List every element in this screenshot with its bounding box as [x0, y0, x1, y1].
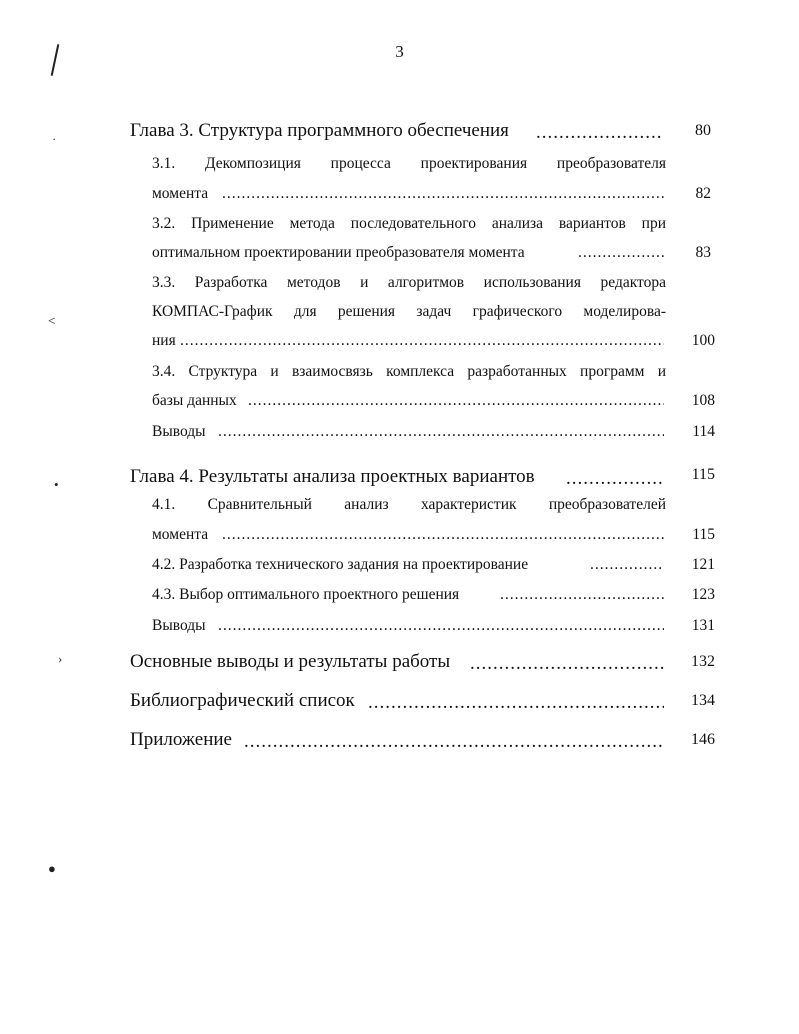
leader-dots [218, 423, 664, 445]
leader-dots [566, 468, 662, 490]
toc-entry-3-4-line1[interactable]: 3.4. Структура и взаимосвязь комплекса разработанных программ и [152, 363, 666, 380]
toc-entry-title: Выводы [152, 423, 206, 440]
toc-entry-3-3-line2[interactable]: КОМПАС-График для решения задач графического моделирова- [152, 303, 666, 320]
toc-entry-3-2-line1[interactable]: 3.2. Применение метода последовательного анализа вариантов при [152, 215, 666, 232]
toc-entry-title: 4.3. Выбор оптимального проектного решения [152, 586, 460, 603]
toc-entry-title: Глава 4. Результаты анализа проектных вариантов [130, 466, 535, 487]
toc-entry-title: момента [152, 526, 209, 543]
toc-entry-title: Основные выводы и результаты работы [130, 651, 451, 672]
leader-dots [536, 122, 662, 144]
toc-entry-3-1-line1[interactable]: 3.1. Декомпозиция процесса проектирования преобразователя [152, 155, 666, 172]
leader-dots [222, 526, 664, 548]
toc-entry-title: 4.2. Разработка технического задания на проектирование [152, 556, 529, 573]
leader-dots [180, 332, 664, 354]
toc-entry-title: базы данных [152, 392, 237, 409]
margin-dot: • [54, 477, 59, 492]
toc-entry-title: ния [152, 332, 176, 349]
toc-page-number: 123 [691, 586, 715, 603]
toc-page-number: 82 [695, 185, 711, 202]
page-number: 3 [395, 42, 404, 61]
leader-dots [500, 586, 664, 608]
margin-dot: › [58, 651, 63, 666]
leader-dots [578, 244, 664, 266]
toc-entry-title: оптимальном проектировании преобразователя момента [152, 244, 525, 261]
toc-page-number: 121 [691, 556, 715, 573]
toc-page-number: 146 [691, 731, 715, 748]
toc-entry-title: Выводы [152, 617, 206, 634]
leader-dots [248, 392, 664, 414]
toc-page-number: 83 [695, 244, 711, 261]
toc-page-number: 100 [691, 332, 715, 349]
leader-dots [244, 731, 664, 753]
toc-page-number: 80 [695, 122, 711, 139]
toc-page-number: 134 [691, 692, 715, 709]
toc-entry-title: Глава 3. Структура программного обеспечения [130, 120, 509, 141]
leader-dots [222, 185, 664, 207]
toc-entry-title: Библиографический список [130, 690, 355, 711]
margin-dot: ˙ [52, 135, 57, 150]
toc-page-number: 131 [691, 617, 715, 634]
toc-entry-title: момента [152, 185, 209, 202]
toc-page-number: 132 [691, 653, 715, 670]
leader-dots [590, 556, 664, 578]
toc-page-number: 114 [692, 423, 715, 440]
leader-dots [470, 653, 664, 675]
toc-entry-3-3-line1[interactable]: 3.3. Разработка методов и алгоритмов использования редактора [152, 274, 666, 291]
margin-dot: ● [48, 861, 56, 876]
leader-dots [368, 692, 664, 714]
leader-dots [218, 617, 664, 639]
toc-entry-4-1-line1[interactable]: 4.1. Сравнительный анализ характеристик преобразователей [152, 496, 666, 513]
toc-entry-title: Приложение [130, 729, 232, 750]
toc-page-number: 115 [692, 526, 715, 543]
margin-dot: ˂ [48, 313, 56, 328]
toc-page-number: 115 [691, 466, 715, 483]
toc-page-number: 108 [691, 392, 715, 409]
